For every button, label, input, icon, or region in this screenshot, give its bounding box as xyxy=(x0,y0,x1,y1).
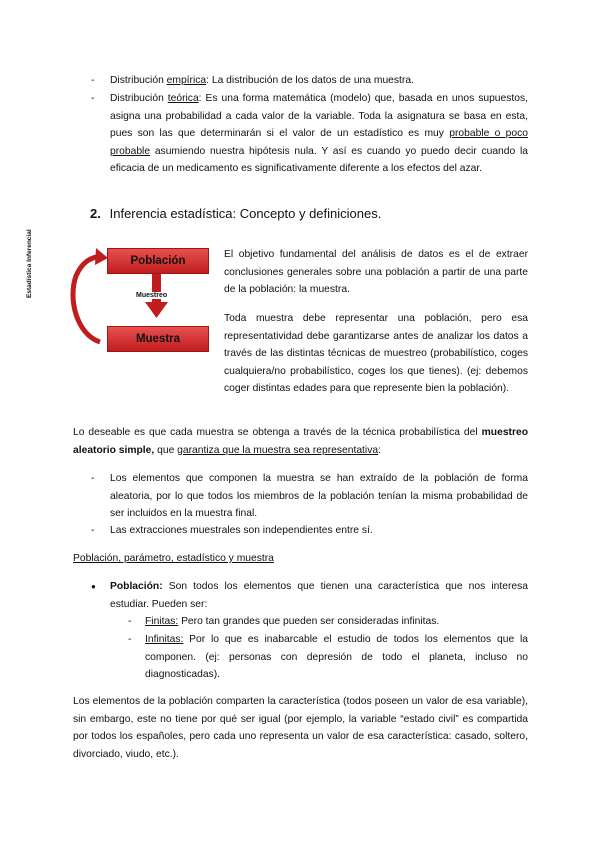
bullet-icon: ● xyxy=(91,582,96,591)
list-dash: - xyxy=(91,75,95,86)
desirable-paragraph: Lo deseable es que cada muestra se obtenga a través de la técnica probabilística del muestreo aleatorio simple, que garantiza que la muestra sea representativa: xyxy=(73,427,528,456)
down-arrow-head xyxy=(145,302,168,318)
finitas-item: Finitas: Pero tan grandes que pueden ser consideradas infinitas. xyxy=(145,616,440,627)
list-dash: - xyxy=(91,525,95,536)
list-dash: - xyxy=(128,616,132,627)
list-item-teorica: Distribución teórica: Es una forma matemática (modelo) que, basada en unos supuestos, asigna una probabilidad a cada valor de la variable. Toda la asignatura se basa en esta, pues son las que determinarán si el valor de un estadístico es muy probable o poco probable asumiendo nuestra hipótesis nula. Y así es cuando yo puedo decir cuando la eficacia de un medicamento es significativamente diferente a los efectos del azar. xyxy=(110,93,529,175)
list-dash: - xyxy=(91,93,95,104)
vertical-label: Estadística Inferencial xyxy=(26,229,33,298)
desirable-item-1: Los elementos que componen la muestra se han extraído de la población de forma aleatoria, por lo que todos los miembros de la población tenían la misma probabilidad de ser incluidos en la muestra final. xyxy=(110,473,528,520)
subheading: Población, parámetro, estadístico y muestra xyxy=(73,553,274,564)
list-dash: - xyxy=(128,634,132,645)
representation-paragraph: Toda muestra debe representar una población, pero esa representatividad debe garantizarse antes de analizar los datos a través de las distintas técnicas de muestreo (probabilístico, coges cualquiera/no probabilístico, coges los que tienes). (ej: debemos coger distintas edades para que represente bien la población). xyxy=(224,313,528,395)
infinitas-item: Infinitas: Por lo que es inabarcable el estudio de todos los elementos que la componen. (ej: personas con depresión de todo el planeta, incluso no diagnosticadas). xyxy=(145,634,528,681)
muestra-box: Muestra xyxy=(107,326,209,352)
inference-diagram xyxy=(26,229,210,358)
list-item-empirica: Distribución empírica: La distribución de los datos de una muestra. xyxy=(110,75,414,86)
curved-arrow xyxy=(73,256,100,342)
muestreo-label: Muestreo xyxy=(136,292,168,299)
down-arrow-shaft xyxy=(152,274,161,304)
objective-paragraph: El objetivo fundamental del análisis de datos es el de extraer conclusiones generales sobre una población a partir de una parte de la población: la muestra. xyxy=(224,249,528,296)
poblacion-definition: Población: Son todos los elementos que tienen una característica que nos interesa estudiar. Pueden ser: xyxy=(110,581,528,610)
closing-paragraph: Los elementos de la población comparten la característica (todos poseen un valor de esa variable), sin embargo, este no tiene por qué ser igual (por ejemplo, la variable “estado civil” es compartida por todos los españoles, pero cada uno representa un valor de esa característica: casado, soltero, divorciado, viudo, etc.). xyxy=(73,696,528,760)
desirable-item-2: Las extracciones muestrales son independientes entre sí. xyxy=(110,525,373,536)
list-dash: - xyxy=(91,473,95,484)
poblacion-box: Población xyxy=(107,248,209,274)
section-heading: 2. Inferencia estadística: Concepto y definiciones. xyxy=(90,206,382,221)
